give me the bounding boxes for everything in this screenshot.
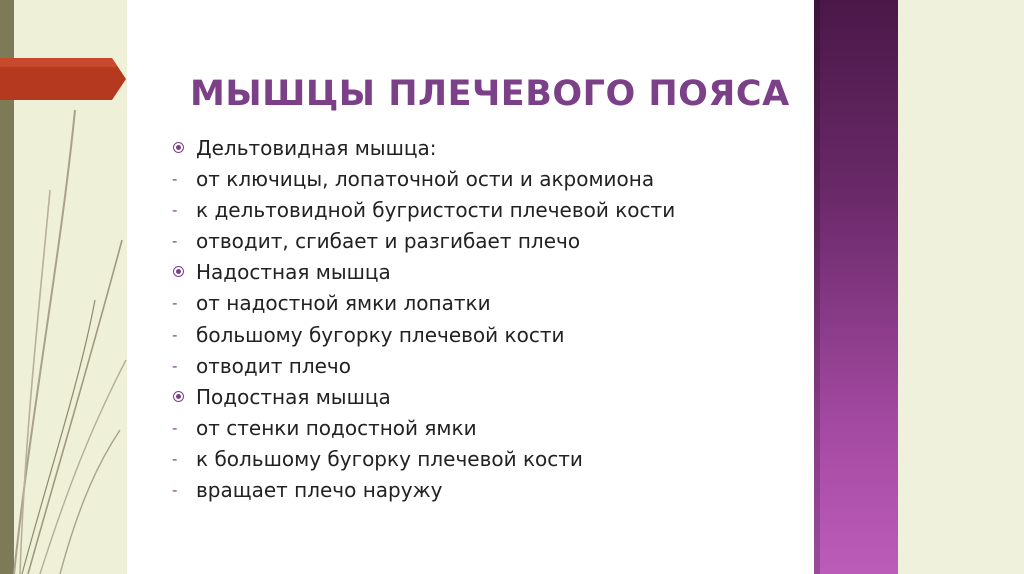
red-tab-decoration	[0, 58, 126, 100]
bullet-subitem	[172, 288, 675, 319]
bullet-text: отводит, сгибает и разгибает плечо	[196, 229, 581, 254]
bullet-text: Надостная мышца	[196, 260, 391, 285]
dash-bullet-icon: -	[172, 294, 178, 313]
bullet-text: Подостная мышца	[196, 384, 391, 409]
bullet-subitem	[172, 164, 675, 195]
bullet-heading	[172, 257, 675, 288]
purple-accent-band	[814, 0, 898, 574]
bullet-text: отводит плечо	[196, 353, 351, 378]
dash-bullet-icon: -	[172, 481, 178, 500]
bullet-text: к большому бугорку плечевой кости	[196, 446, 583, 471]
dash-bullet-icon: -	[172, 232, 178, 251]
bullet-text: от стенки подостной ямки	[196, 415, 477, 440]
purple-band-edge	[814, 0, 820, 574]
bullet-text: к дельтовидной бугристости плечевой кости	[196, 198, 676, 223]
dash-bullet-icon: -	[172, 356, 178, 375]
dash-bullet-icon: -	[172, 170, 178, 189]
bullet-subitem	[172, 226, 675, 257]
slide-title: МЫШЦЫ ПЛЕЧЕВОГО ПОЯСА	[190, 74, 790, 114]
dash-bullet-icon: -	[172, 201, 178, 220]
bullet-list	[172, 133, 675, 506]
bullet-subitem	[172, 195, 675, 226]
bullet-text: от надостной ямки лопатки	[196, 291, 491, 316]
bullet-subitem	[172, 351, 675, 382]
right-decor-panel	[898, 0, 1024, 574]
circle-bullet-icon	[173, 266, 184, 277]
bullet-subitem	[172, 413, 675, 444]
dash-bullet-icon: -	[172, 449, 178, 468]
bullet-heading	[172, 382, 675, 413]
circle-bullet-icon	[173, 391, 184, 402]
bullet-text: вращает плечо наружу	[196, 478, 443, 503]
bullet-text: большому бугорку плечевой кости	[196, 322, 565, 347]
circle-bullet-icon	[173, 142, 184, 153]
bullet-subitem	[172, 475, 675, 506]
bullet-heading	[172, 133, 675, 164]
bullet-subitem	[172, 444, 675, 475]
dash-bullet-icon: -	[172, 325, 178, 344]
bullet-subitem	[172, 320, 675, 351]
bullet-text: от ключицы, лопаточной ости и акромиона	[196, 167, 655, 192]
dash-bullet-icon: -	[172, 418, 178, 437]
bullet-text: Дельтовидная мышца:	[196, 136, 437, 160]
